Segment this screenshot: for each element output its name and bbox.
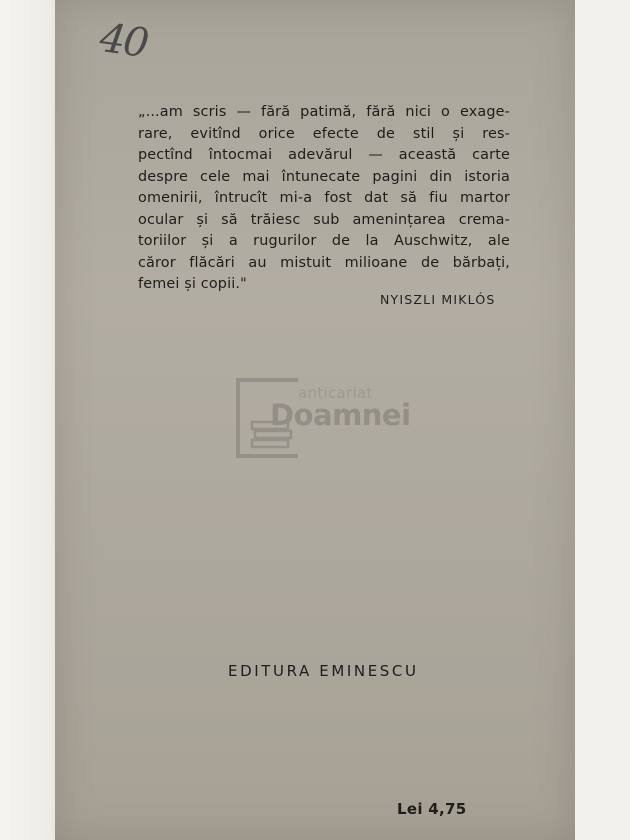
quote-line: rare, evitînd orice efecte de stil și res-: [138, 125, 510, 142]
quote-line: „...am scris — fără patimă, fără nici o exage-: [138, 104, 510, 120]
quote-line: despre cele mai întunecate pagini din istoria: [138, 168, 510, 185]
watermark-small-text: anticariat: [298, 384, 373, 402]
quote-line: omenirii, întrucît mi-a fost dat să fiu martor: [138, 190, 510, 206]
watermark-brand-text: Doamnei: [270, 398, 411, 432]
quote-line: toriilor și a rugurilor de la Auschwitz, ale: [138, 233, 510, 249]
handwritten-note: 40: [97, 14, 150, 68]
quote-author: NYISZLI MIKLÓS: [380, 292, 496, 307]
quote-line: ocular și să trăiesc sub amenințarea crema-: [138, 211, 510, 228]
quote-line: femei și copii.": [138, 276, 247, 292]
publisher-name: EDITURA EMINESCU: [228, 662, 419, 680]
quote-block: [138, 102, 510, 296]
watermark-logo: [236, 378, 426, 458]
price-label: Lei 4,75: [397, 800, 467, 818]
quote-line: căror flăcări au mistuit milioane de bărbați,: [138, 254, 510, 271]
quote-line: pectînd întocmai adevărul — această carte: [138, 147, 510, 163]
